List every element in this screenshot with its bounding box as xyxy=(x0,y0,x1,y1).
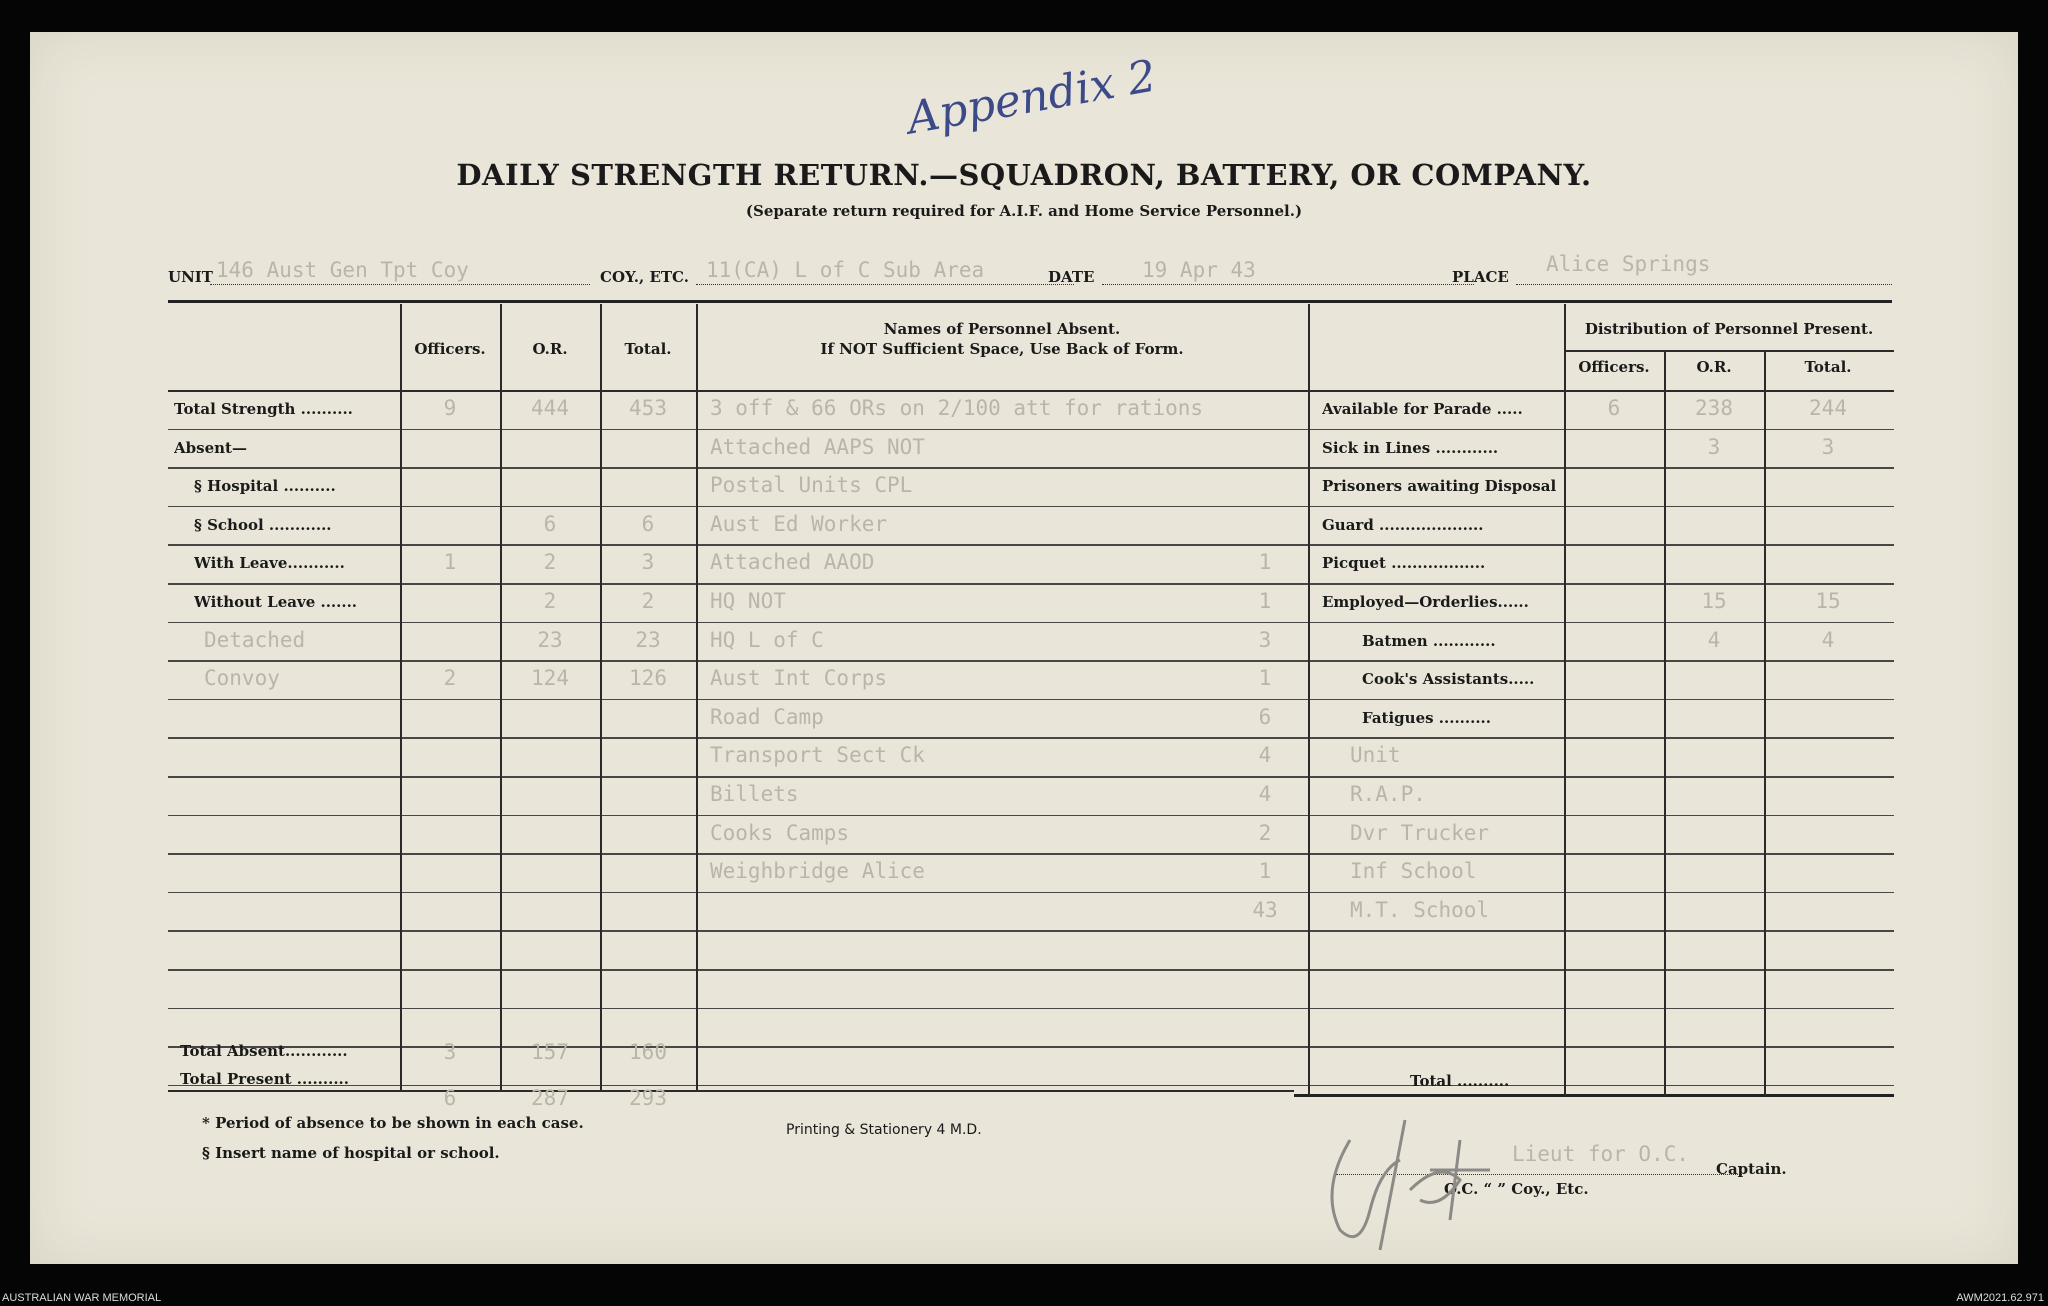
absentee-entry: HQ NOT xyxy=(710,589,786,613)
table-column-rule xyxy=(600,304,602,1090)
table-row-rule xyxy=(168,815,1894,817)
right-row-or: 3 xyxy=(1707,434,1721,459)
left-row-officers: 9 xyxy=(443,396,457,420)
table-row-rule xyxy=(168,622,1894,624)
absentee-count: 1 xyxy=(1258,589,1272,613)
right-extra-entry: Inf School xyxy=(1350,859,1477,884)
total-absent-officers: 3 xyxy=(443,1040,457,1064)
left-row-or: 23 xyxy=(537,627,563,652)
right-row-or: 4 xyxy=(1707,627,1721,652)
footnote-hospital: § Insert name of hospital or school. xyxy=(202,1144,500,1162)
dist-or-header: O.R. xyxy=(1696,358,1732,376)
absentee-count: 1 xyxy=(1258,859,1272,884)
left-row-total: 453 xyxy=(629,396,667,420)
left-row-total: 2 xyxy=(641,589,655,613)
left-row-or: 124 xyxy=(531,666,569,691)
table-row-rule xyxy=(168,776,1894,778)
form-sheet xyxy=(30,32,2018,1264)
total-absent-total: 160 xyxy=(629,1040,667,1064)
right-row-label: Sick in Lines ............ xyxy=(1322,438,1499,457)
absentee-entry: Billets xyxy=(710,782,799,806)
right-row-or: 15 xyxy=(1701,589,1727,613)
table-column-rule xyxy=(500,304,502,1090)
total-present-label: Total Present .......... xyxy=(180,1070,350,1088)
total-present-officers: 6 xyxy=(443,1086,457,1110)
right-row-label: Cook's Assistants..... xyxy=(1362,670,1535,689)
archive-credit: AUSTRALIAN WAR MEMORIAL xyxy=(2,1292,162,1304)
col-names-header-1: Names of Personnel Absent. xyxy=(883,320,1121,338)
right-row-officers: 6 xyxy=(1607,396,1621,420)
date-fill-line xyxy=(1102,284,1474,285)
table-row-rule xyxy=(168,892,1894,894)
total-absent-label: Total Absent............ xyxy=(180,1042,348,1060)
absentee-entry: Road Camp xyxy=(710,704,824,729)
left-row-officers: 1 xyxy=(443,550,457,575)
unit-value: 146 Aust Gen Tpt Coy xyxy=(216,258,469,282)
left-row-label: Total Strength .......... xyxy=(174,400,353,418)
dist-total-header: Total. xyxy=(1804,358,1852,376)
total-absent-or: 157 xyxy=(531,1040,569,1064)
table-row-rule xyxy=(168,467,1894,469)
absentee-count: 3 xyxy=(1258,627,1272,652)
absentee-entry: Attached AAPS NOT xyxy=(710,434,925,459)
absentee-entry: Transport Sect Ck xyxy=(710,743,925,768)
col-officers-header: Officers. xyxy=(414,340,486,358)
right-row-label: Fatigues .......... xyxy=(1362,708,1492,727)
right-extra-entry: R.A.P. xyxy=(1350,782,1426,806)
left-row-label: Without Leave ....... xyxy=(194,593,358,611)
appendix-annotation: Appendix 2 xyxy=(903,50,1161,145)
table-row-rule xyxy=(168,583,1894,585)
absentee-count: 1 xyxy=(1258,666,1272,691)
right-row-or: 238 xyxy=(1695,396,1733,420)
absentee-entry: Aust Ed Worker xyxy=(710,511,888,536)
left-row-label: Detached xyxy=(204,627,306,652)
right-extra-entry: Unit xyxy=(1350,743,1401,768)
right-row-label: Guard .................... xyxy=(1322,515,1484,534)
form-subtitle: (Separate return required for A.I.F. and Home Service Personnel.) xyxy=(745,202,1303,220)
coy-label: COY., ETC. xyxy=(600,268,689,286)
table-row-rule xyxy=(168,660,1894,662)
left-row-total: 126 xyxy=(629,666,667,691)
table-row-rule xyxy=(168,969,1894,971)
right-extra-entry: Dvr Trucker xyxy=(1350,820,1490,845)
left-row-total: 6 xyxy=(641,511,655,536)
place-label: PLACE xyxy=(1452,268,1509,286)
left-row-label: With Leave........... xyxy=(194,554,345,573)
coy-value: 11(CA) L of C Sub Area xyxy=(706,258,985,282)
left-row-officers: 2 xyxy=(443,666,457,691)
absentee-count: 4 xyxy=(1258,743,1272,768)
right-row-total: 15 xyxy=(1815,589,1841,613)
left-row-total: 23 xyxy=(635,627,661,652)
absentee-entry: 3 off & 66 ORs on 2/100 att for rations xyxy=(710,396,1204,420)
absentee-count: 6 xyxy=(1258,704,1272,729)
col-or-header: O.R. xyxy=(532,340,568,358)
right-row-label: Batmen ............ xyxy=(1362,631,1496,650)
header-bottom-rule xyxy=(168,390,1894,392)
table-row-rule xyxy=(168,853,1894,855)
absentee-entry: Weighbridge Alice xyxy=(710,859,925,884)
absentee-count: 2 xyxy=(1258,820,1272,845)
absentee-entry: HQ L of C xyxy=(710,627,824,652)
right-row-label: Prisoners awaiting Disposal xyxy=(1322,477,1557,496)
absentee-count: 43 xyxy=(1252,897,1278,922)
distribution-header: Distribution of Personnel Present. xyxy=(1584,320,1874,338)
table-top-rule xyxy=(168,300,1892,303)
absentee-entry: Aust Int Corps xyxy=(710,666,888,691)
right-row-label: Available for Parade ..... xyxy=(1322,400,1523,418)
left-row-or: 2 xyxy=(543,589,557,613)
left-row-or: 2 xyxy=(543,550,557,575)
table-row-rule xyxy=(168,544,1894,546)
table-column-rule xyxy=(696,304,698,1090)
archive-id: AWM2021.62.971 xyxy=(1956,1292,2044,1304)
table-column-rule xyxy=(1664,350,1666,1096)
unit-fill-line xyxy=(210,284,590,285)
right-row-total: 4 xyxy=(1821,627,1835,652)
unit-label: UNIT xyxy=(168,268,213,286)
printer-credit: Printing & Stationery 4 M.D. xyxy=(786,1122,982,1138)
form-title: DAILY STRENGTH RETURN.—SQUADRON, BATTERY, OR COMPANY. xyxy=(456,158,1592,192)
col-names-header-2: If NOT Sufficient Space, Use Back of Form. xyxy=(820,340,1184,358)
left-row-or: 444 xyxy=(531,396,569,420)
dist-officers-header: Officers. xyxy=(1578,358,1650,376)
left-row-label: § Hospital .......... xyxy=(194,477,336,496)
date-label: DATE xyxy=(1048,268,1095,286)
left-row-or: 6 xyxy=(543,511,557,536)
absentee-count: 1 xyxy=(1258,550,1272,575)
oc-coy-label: O.C. “ ” Coy., Etc. xyxy=(1444,1180,1589,1198)
distribution-header-rule xyxy=(1564,350,1894,352)
col-total-header: Total. xyxy=(624,340,672,358)
place-fill-line xyxy=(1516,284,1892,285)
left-row-label: Absent— xyxy=(174,438,247,457)
table-column-rule xyxy=(1764,350,1766,1096)
right-total-label: Total .......... xyxy=(1410,1072,1510,1090)
absentee-entry: Cooks Camps xyxy=(710,820,850,845)
table-row-rule xyxy=(168,699,1894,701)
right-row-label: Picquet .................. xyxy=(1322,554,1486,573)
table-row-rule xyxy=(168,506,1894,508)
signature-typed: Lieut for O.C. xyxy=(1512,1142,1690,1166)
right-extra-entry: M.T. School xyxy=(1350,897,1490,922)
table-bottom-rule-left xyxy=(168,1090,1294,1092)
table-row-rule xyxy=(168,429,1894,431)
table-row-rule xyxy=(168,737,1894,739)
left-row-total: 3 xyxy=(641,550,655,575)
captain-label: Captain. xyxy=(1716,1160,1787,1178)
table-column-rule xyxy=(400,304,402,1090)
table-bottom-rule-right xyxy=(1294,1094,1894,1097)
handwritten-signature xyxy=(1310,1100,1530,1260)
total-present-total: 293 xyxy=(629,1086,667,1110)
right-row-label: Employed—Orderlies...... xyxy=(1322,593,1529,611)
footnote-period: * Period of absence to be shown in each case. xyxy=(202,1114,584,1132)
absentee-entry: Postal Units CPL xyxy=(710,473,913,498)
date-value: 19 Apr 43 xyxy=(1142,258,1256,282)
table-row-rule xyxy=(168,930,1894,932)
coy-fill-line xyxy=(696,284,1074,285)
total-present-or: 287 xyxy=(531,1086,569,1110)
right-row-total: 244 xyxy=(1809,396,1847,420)
left-row-label: Convoy xyxy=(204,666,280,691)
right-row-total: 3 xyxy=(1821,434,1835,459)
place-value: Alice Springs xyxy=(1546,252,1711,276)
left-row-label: § School ............ xyxy=(194,515,332,534)
absentee-entry: Attached AAOD xyxy=(710,550,875,575)
table-row-rule xyxy=(168,1008,1894,1010)
absentee-count: 4 xyxy=(1258,782,1272,806)
